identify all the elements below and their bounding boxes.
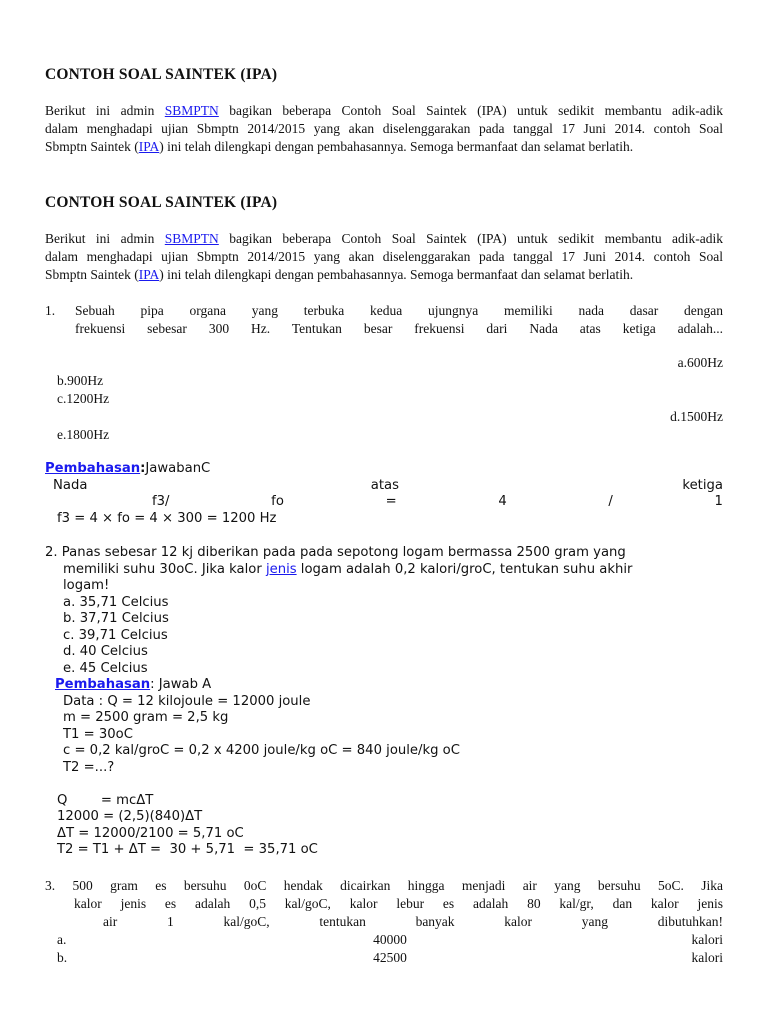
option-a: a.600Hz bbox=[677, 355, 723, 370]
calc-step: 12000 = (2,5)(840)ΔT bbox=[57, 809, 203, 824]
solution-row-1: Nada atas ketiga bbox=[53, 477, 723, 493]
question-3-line-2: kalor jenis es adalah 0,5 kal/goC, kalor lebur es adalah 80 kal/gr, dan kalor jenis bbox=[74, 896, 723, 911]
calc-step: T2 = T1 + ΔT = 30 + 5,71 = 35,71 oC bbox=[57, 842, 318, 857]
option-a: a. 40000 kalori bbox=[57, 932, 723, 947]
intro-line-2: dalam menghadapi ujian Sbmptn 2014/2015 yang akan diselenggarakan pada tanggal 17 Juni 2014. contoh Soal bbox=[45, 121, 723, 136]
intro-paragraph-2 bbox=[45, 230, 723, 284]
question-3-line-1: 3. 500 gram es bersuhu 0oC hendak dicairkan hingga menjadi air yang bersuhu 5oC. Jika bbox=[45, 878, 723, 893]
option-b: b. 42500 kalori bbox=[57, 950, 723, 965]
question-2 bbox=[45, 545, 723, 859]
option-d: d. 40 Celcius bbox=[63, 644, 148, 659]
section-heading-2: CONTOH SOAL SAINTEK (IPA) bbox=[45, 194, 278, 211]
solution-header: Pembahasan:JawabanC bbox=[45, 461, 211, 476]
ipa-link[interactable]: IPA bbox=[138, 139, 160, 154]
jenis-link[interactable]: jenis bbox=[265, 561, 297, 577]
intro-line-1: Berikut ini admin SBMPTN bagikan beberapa Contoh Soal Saintek (IPA) untuk sedikit membantu adik-adik bbox=[45, 231, 723, 246]
solution-result: f3 = 4 × fo = 4 × 300 = 1200 Hz bbox=[57, 510, 277, 526]
solution-step: m = 2500 gram = 2,5 kg bbox=[63, 710, 229, 725]
solution-step: T2 =...? bbox=[63, 759, 115, 775]
intro-line-2: dalam menghadapi ujian Sbmptn 2014/2015 yang akan diselenggarakan pada tanggal 17 Juni 2014. contoh Soal bbox=[45, 249, 723, 264]
question-number: 1. bbox=[45, 303, 56, 318]
intro-line-1: Berikut ini admin SBMPTN bagikan beberapa Contoh Soal Saintek (IPA) untuk sedikit membantu adik-adik bbox=[45, 103, 723, 118]
option-e: e.1800Hz bbox=[57, 427, 110, 442]
question-1-line-2: frekuensi sebesar 300 Hz. Tentukan besar frekuensi dari Nada atas ketiga adalah... bbox=[75, 321, 723, 336]
question-2-line-1: 2. Panas sebesar 12 kj diberikan pada pada sepotong logam bermassa 2500 gram yang bbox=[45, 545, 626, 560]
pembahasan-link[interactable]: Pembahasan bbox=[45, 461, 141, 476]
solution-row-2: f3/ fo = 4 / 1 bbox=[152, 494, 723, 509]
calc-step: ΔT = 12000/2100 = 5,71 oC bbox=[57, 825, 244, 841]
question-3-line-3: air 1 kal/goC, tentukan banyak kalor yang dibutuhkan! bbox=[103, 914, 723, 929]
option-c: c.1200Hz bbox=[57, 391, 110, 406]
question-2-line-2: memiliki suhu 30oC. Jika kalor jenis logam adalah 0,2 kalori/groC, tentukan suhu akhir bbox=[63, 561, 633, 577]
calc-step: Q = mcΔT bbox=[57, 792, 154, 808]
sbmptn-link[interactable]: SBMPTN bbox=[164, 231, 219, 246]
question-1 bbox=[45, 302, 723, 338]
solution-step: T1 = 30oC bbox=[63, 726, 133, 742]
question-3 bbox=[45, 877, 723, 967]
question-1-options bbox=[45, 354, 723, 444]
question-2-line-3: logam! bbox=[63, 578, 110, 593]
solution-header: Pembahasan: Jawab A bbox=[55, 677, 212, 692]
option-b: b. 37,71 Celcius bbox=[63, 611, 169, 626]
option-a: a. 35,71 Celcius bbox=[63, 594, 169, 610]
sbmptn-link[interactable]: SBMPTN bbox=[164, 103, 219, 118]
option-b: b.900Hz bbox=[57, 373, 104, 388]
option-d: d.1500Hz bbox=[670, 409, 723, 424]
question-1-solution bbox=[45, 461, 723, 527]
option-e: e. 45 Celcius bbox=[63, 660, 148, 676]
solution-step: Data : Q = 12 kilojoule = 12000 joule bbox=[63, 693, 311, 709]
section-heading-1: CONTOH SOAL SAINTEK (IPA) bbox=[45, 66, 278, 83]
solution-step: c = 0,2 kal/groC = 0,2 x 4200 joule/kg oC = 840 joule/kg oC bbox=[63, 743, 460, 758]
intro-line-3: Sbmptn Saintek (IPA) ini telah dilengkapi dengan pembahasannya. Semoga bermanfaat dan selamat berlatih. bbox=[45, 267, 634, 282]
option-c: c. 39,71 Celcius bbox=[63, 627, 168, 643]
pembahasan-link[interactable]: Pembahasan bbox=[55, 677, 151, 692]
ipa-link[interactable]: IPA bbox=[138, 267, 160, 282]
question-1-line-1: 1. Sebuah pipa organa yang terbuka kedua ujungnya memiliki nada dasar dengan bbox=[45, 303, 723, 318]
intro-line-3: Sbmptn Saintek (IPA) ini telah dilengkapi dengan pembahasannya. Semoga bermanfaat dan selamat berlatih. bbox=[45, 139, 634, 154]
intro-paragraph-1 bbox=[45, 102, 723, 156]
